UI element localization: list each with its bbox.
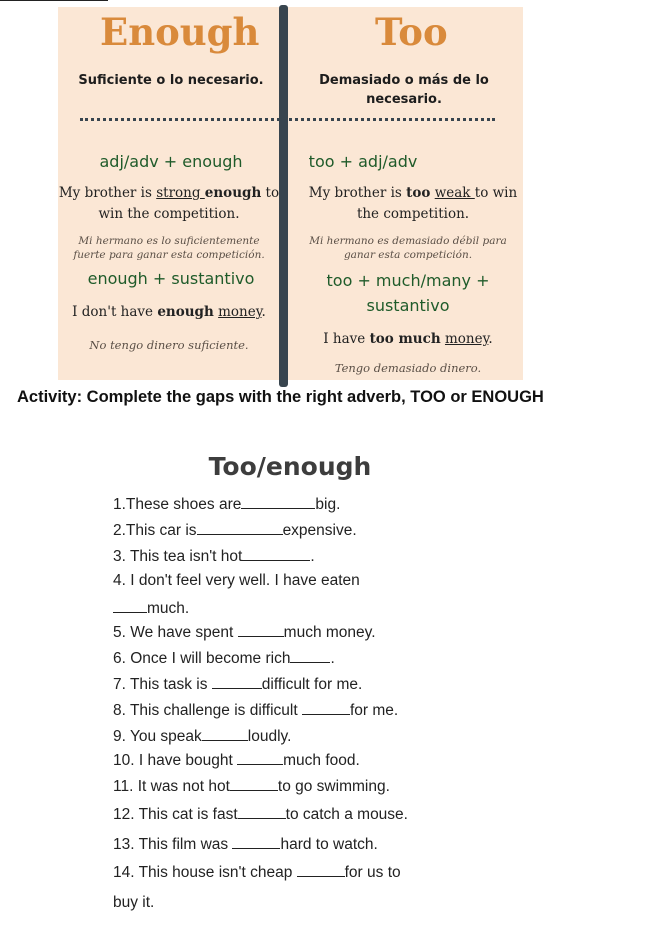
exercise-8: 8. This challenge is difficult for me.: [113, 702, 399, 719]
enough-title: Enough: [100, 10, 260, 54]
exercise-5: 5. We have spent much money.: [113, 624, 376, 641]
exercise-2: 2.This car is expensive.: [113, 522, 357, 539]
answer-gap[interactable]: [237, 752, 283, 765]
exercise-13: 13. This film was hard to watch.: [113, 836, 378, 853]
enough-form-adj: adj/adv + enough: [99, 152, 243, 171]
too-translation-1: Mi hermano es demasiado débil para ganar esta competición.: [309, 235, 507, 261]
exercise-3: 3. This tea isn't hot .: [113, 548, 315, 565]
top-rule: [0, 0, 108, 1]
answer-gap[interactable]: [297, 864, 345, 877]
exercise-14-cont: buy it.: [113, 894, 155, 911]
too-title: Too: [375, 10, 448, 54]
enough-subtitle: Suficiente o lo necesario.: [78, 73, 264, 88]
answer-gap[interactable]: [290, 650, 330, 663]
answer-gap[interactable]: [202, 728, 248, 741]
too-translation-2: Tengo demasiado dinero.: [334, 361, 482, 375]
exercise-6: 6. Once I will become rich .: [113, 650, 335, 667]
exercise-7: 7. This task is difficult for me.: [113, 676, 363, 693]
too-example-1: My brother is too weak to win the competition.: [308, 185, 518, 222]
too-form-adj: too + adj/adv: [308, 152, 418, 171]
answer-gap[interactable]: [232, 836, 280, 849]
exercise-10: 10. I have bought much food.: [113, 752, 360, 769]
exercise-11: 11. It was not hot to go swimming.: [113, 778, 390, 795]
too-form-noun: too + much/many + sustantivo: [326, 271, 490, 315]
answer-gap[interactable]: [113, 600, 147, 613]
too-example-2: I have too much money.: [323, 331, 493, 347]
answer-gap[interactable]: [238, 624, 284, 637]
too-subtitle: Demasiado o más de lo necesario.: [319, 73, 489, 107]
answer-gap[interactable]: [212, 676, 262, 689]
exercise-9: 9. You speak loudly.: [113, 728, 292, 745]
activity-instruction: Activity: Complete the gaps with the right adverb, TOO or ENOUGH: [17, 388, 544, 406]
exercise-14: 14. This house isn't cheap for us to: [113, 864, 401, 881]
answer-gap[interactable]: [197, 522, 283, 535]
exercise-12: 12. This cat is fast to catch a mouse.: [113, 806, 408, 823]
answer-gap[interactable]: [230, 778, 278, 791]
enough-example-1: My brother is strong enough to win the competition.: [58, 185, 280, 222]
answer-gap[interactable]: [238, 806, 286, 819]
enough-translation-1: Mi hermano es lo suficientemente fuerte para ganar esta competición.: [73, 235, 265, 261]
worksheet-title: Too/enough: [208, 452, 372, 481]
answer-gap[interactable]: [242, 548, 310, 561]
exercise-4-cont: much.: [113, 600, 189, 618]
enough-example-2: I don't have enough money.: [72, 304, 266, 320]
enough-translation-2: No tengo dinero suficiente.: [89, 338, 249, 352]
answer-gap[interactable]: [302, 702, 350, 715]
exercise-4: 4. I don't feel very well. I have eaten: [113, 572, 360, 589]
dotted-separator: [80, 118, 495, 121]
center-divider: [279, 5, 288, 387]
exercise-1: 1.These shoes are big.: [113, 496, 341, 513]
enough-form-noun: enough + sustantivo: [87, 269, 255, 288]
answer-gap[interactable]: [241, 496, 315, 509]
